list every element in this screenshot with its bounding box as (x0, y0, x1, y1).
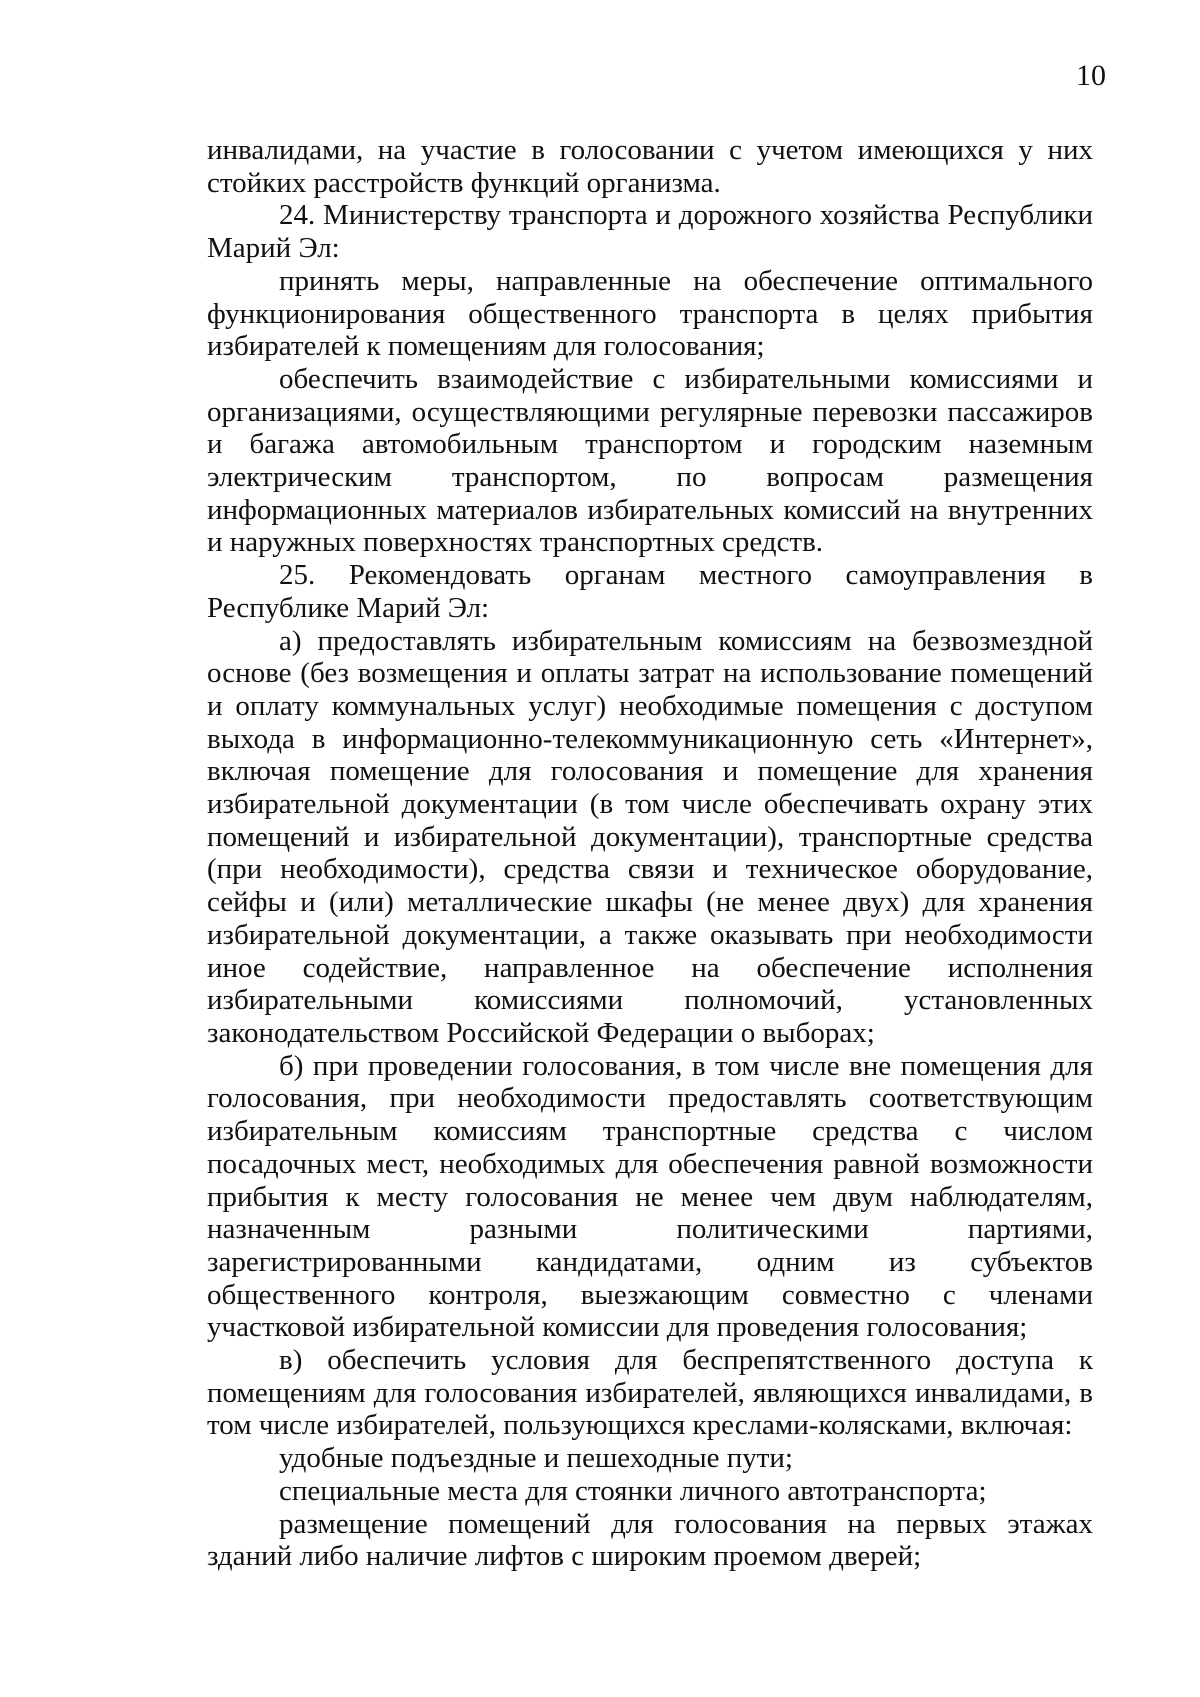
paragraph: обеспечить взаимодействие с избирательными комиссиями и организациями, осуществляющими регулярные перевозки пассажиров и багажа автомобильным транспортом и городским наземным электрическим транспортом, по вопросам размещения информационных материалов избирательных комиссий на внутренних и наружных поверхностях транспортных средств. (207, 362, 1093, 559)
list-item: размещение помещений для голосования на первых этажах зданий либо наличие лифтов с широким проемом дверей; (207, 1507, 1093, 1573)
subparagraph-a: а) предоставлять избирательным комиссиям на безвозмездной основе (без возмещения и оплаты затрат на использование помещений и оплату коммунальных услуг) необходимые помещения с доступом выхода в информационно-телекоммуникационную сеть «Интернет», включая помещение для голосования и помещение для хранения избирательной документации (в том числе обеспечивать охрану этих помещений и избирательной документации), транспортные средства (при необходимости), средства связи и техническое оборудование, сейфы и (или) металлические шкафы (не менее двух) для хранения избирательной документации, а также оказывать при необходимости иное содействие, направленное на обеспечение исполнения избирательными комиссиями полномочий, установленных законодательством Российской Федерации о выборах; (207, 624, 1093, 1049)
paragraph-item-25: 25. Рекомендовать органам местного самоуправления в Республике Марий Эл: (207, 559, 1093, 624)
list-item: специальные места для стоянки личного автотранспорта; (279, 1474, 987, 1507)
subparagraph-b: б) при проведении голосования, в том числе вне помещения для голосования, при необходимости предоставлять соответствующим избирательным комиссиям транспортные средства с числом посадочных мест, необходимых для обеспечения равной возможности прибытия к месту голосования не менее чем двум наблюдателям, назначенным разными политическими партиями, зарегистрированными кандидатами, одним из субъектов общественного контроля, выезжающим совместно с членами участковой избирательной комиссии для проведения голосования; (207, 1049, 1093, 1344)
paragraph-item-24: 24. Министерству транспорта и дорожного хозяйства Республики Марий Эл: (207, 199, 1093, 265)
page-number: 10 (1076, 59, 1106, 92)
paragraph: инвалидами, на участие в голосовании с учетом имеющихся у них стойких расстройств функций организма. (207, 134, 1093, 199)
paragraph: принять меры, направленные на обеспечение оптимального функционирования общественного транспорта в целях прибытия избирателей к помещениям для голосования; (207, 264, 1093, 363)
subparagraph-v: в) обеспечить условия для беспрепятственного доступа к помещениям для голосования избирателей, являющихся инвалидами, в том числе избирателей, пользующихся креслами-колясками, включая: (207, 1344, 1093, 1442)
document-body (207, 134, 1093, 1573)
list-item: удобные подъездные и пешеходные пути; (279, 1442, 793, 1475)
